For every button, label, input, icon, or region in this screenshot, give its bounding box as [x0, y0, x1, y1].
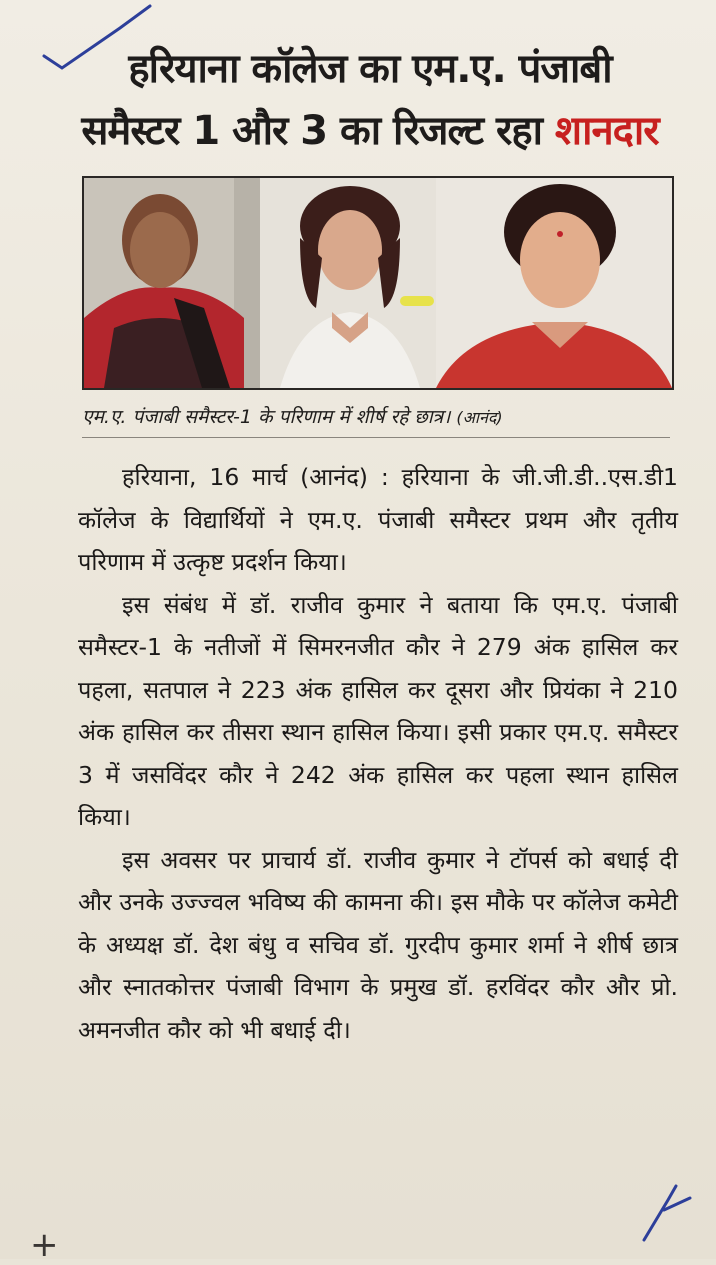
student-photos: [82, 176, 674, 390]
article-paragraph-3: इस अवसर पर प्राचार्य डॉ. राजीव कुमार ने टॉपर्स को बधाई दी और उनके उज्ज्वल भविष्य की कामना की। इस मौके पर कॉलेज कमेटी के अध्यक्ष डॉ. देश बंधु व सचिव डॉ. गुरदीप कुमार शर्मा ने शीर्ष छात्र और स्नातकोत्तर पंजाबी विभाग के प्रमुख डॉ. हरविंदर कौर और प्रो. अमनजीत कौर को भी बधाई दी।: [78, 845, 678, 1044]
pen-plus-mark-icon: +: [30, 1225, 59, 1265]
headline-line-2-main: समैस्टर 1 और 3 का रिजल्ट रहा: [81, 108, 542, 154]
headline: [60, 38, 680, 162]
photo-caption-text: एम.ए. पंजाबी समैस्टर-1 के परिणाम में शीर्ष रहे छात्र।: [82, 406, 451, 428]
article-body: [78, 456, 678, 1051]
photo-caption: [82, 404, 682, 431]
caption-divider: [82, 437, 670, 438]
article-paragraph-1: हरियाना, 16 मार्च (आनंद) : हरियाना के जी.जी.डी..एस.डी1 कॉलेज के विद्यार्थियों ने एम.ए. पंजाबी समैस्टर प्रथम और तृतीय परिणाम में उत्कृष्ट प्रदर्शन किया।: [78, 463, 678, 576]
student-photo-3: [436, 178, 672, 388]
headline-accent-word: शानदार: [554, 108, 659, 154]
article-paragraph-2: इस संबंध में डॉ. राजीव कुमार ने बताया कि एम.ए. पंजाबी समैस्टर-1 के नतीजों में सिमरनजीत कौर ने 279 अंक हासिल कर पहला, सतपाल ने 223 अंक हासिल कर दूसरा और प्रियंका ने 210 अंक हासिल कर तीसरा स्थान हासिल किया। इसी प्रकार एम.ए. समैस्टर 3 में जसविंदर कौर ने 242 अंक हासिल कर पहला स्थान हासिल किया।: [78, 590, 678, 831]
headline-line-2: [60, 100, 680, 162]
photo-credit: (आनंद): [456, 408, 503, 427]
headline-line-1: हरियाना कॉलेज का एम.ए. पंजाबी: [128, 46, 612, 92]
student-photo-2: [260, 178, 436, 388]
student-photo-1: [84, 178, 260, 388]
